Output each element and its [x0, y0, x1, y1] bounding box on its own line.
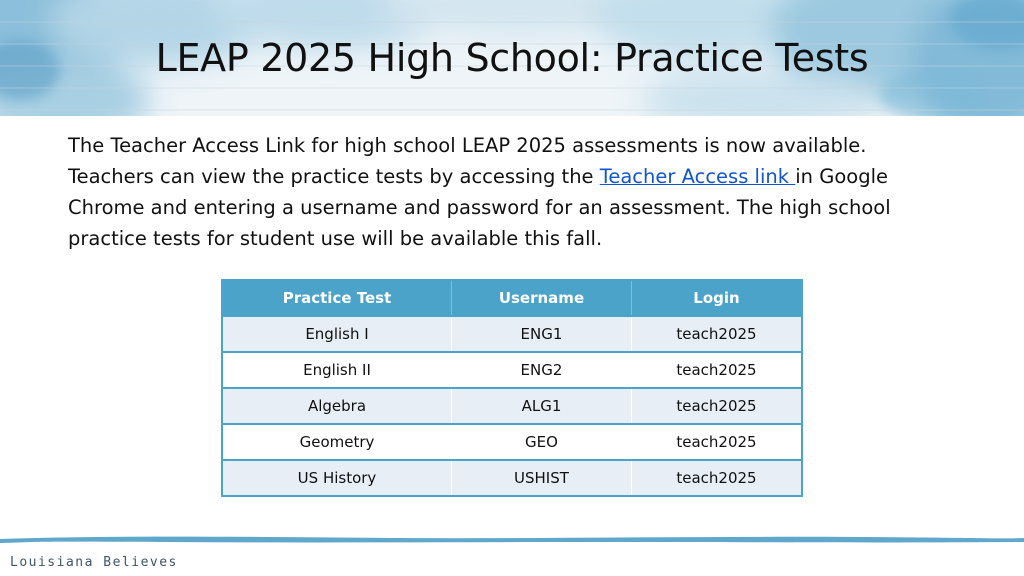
- table-row: [222, 316, 802, 352]
- intro-text-after-link: in Google Chrome and entering a username and password for an assessment. The high school practice tests for student use will be available this fall.: [68, 165, 891, 250]
- column-header-username: Username: [451, 280, 631, 316]
- login-cell: teach2025: [631, 388, 802, 424]
- practice-test-cell: English I: [222, 316, 451, 352]
- table-row: [222, 424, 802, 460]
- login-cell: teach2025: [631, 424, 802, 460]
- table-row: [222, 388, 802, 424]
- teacher-access-link[interactable]: Teacher Access link: [599, 165, 796, 188]
- footer-brush-stroke: [0, 530, 1024, 546]
- table-row: [222, 352, 802, 388]
- slide-title: LEAP 2025 High School: Practice Tests: [155, 36, 869, 80]
- login-cell: teach2025: [631, 316, 802, 352]
- practice-test-cell: English II: [222, 352, 451, 388]
- table-row: [222, 460, 802, 496]
- footer-brand: Louisiana Believes: [10, 555, 178, 570]
- column-header-login: Login: [631, 280, 802, 316]
- intro-text-before-link: The Teacher Access Link for high school LEAP 2025 assessments is now available. Teachers can view the practice tests by accessing the: [68, 134, 867, 188]
- practice-tests-table: [221, 279, 803, 497]
- username-cell: ENG2: [451, 352, 631, 388]
- practice-test-cell: Algebra: [222, 388, 451, 424]
- table-header-row: [222, 280, 802, 316]
- column-header-practice-test: Practice Test: [222, 280, 451, 316]
- practice-test-cell: US History: [222, 460, 451, 496]
- username-cell: ENG1: [451, 316, 631, 352]
- intro-paragraph: [68, 130, 958, 254]
- login-cell: teach2025: [631, 460, 802, 496]
- username-cell: ALG1: [451, 388, 631, 424]
- username-cell: USHIST: [451, 460, 631, 496]
- practice-test-cell: Geometry: [222, 424, 451, 460]
- login-cell: teach2025: [631, 352, 802, 388]
- username-cell: GEO: [451, 424, 631, 460]
